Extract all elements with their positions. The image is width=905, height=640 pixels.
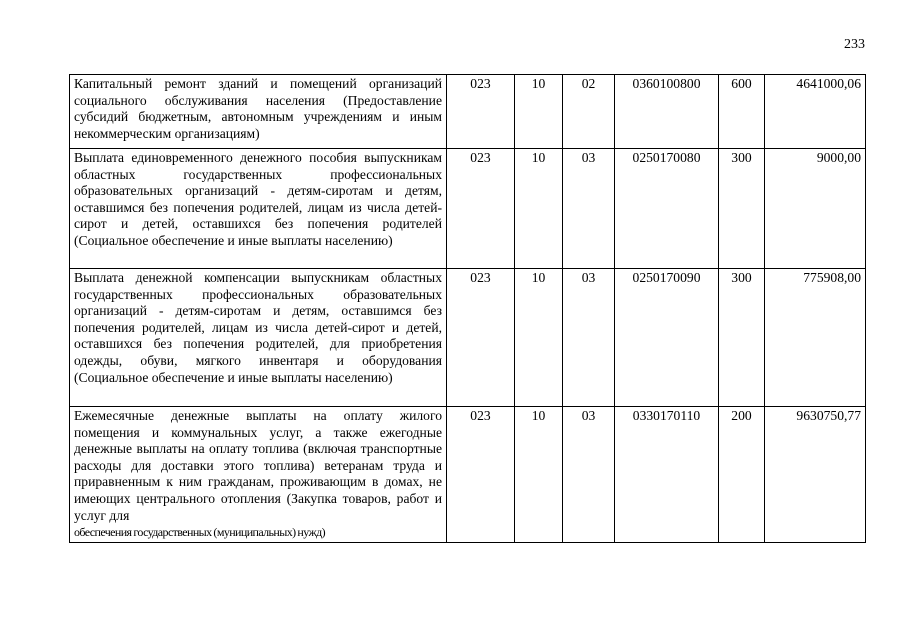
row-description: Выплата единовременного денежного пособия выпускникам областных государственных профессиональных образовательных организаций - детям-сиротам и детям, оставшимся без попечения родителей, лицам из числа детей-сирот и детей, оставшихся без попечения родителей (Социальное обеспечение и иные выплаты населению) xyxy=(70,149,447,269)
row-subsection-code: 03 xyxy=(563,269,615,407)
row-ved-code: 023 xyxy=(447,407,515,543)
row-description-tail: обеспечения государственных (муниципальных) нужд) xyxy=(74,525,326,540)
row-target-code: 0360100800 xyxy=(615,75,719,149)
row-target-code: 0250170090 xyxy=(615,269,719,407)
row-subsection-code: 03 xyxy=(563,149,615,269)
row-ved-code: 023 xyxy=(447,75,515,149)
row-description-main: Ежемесячные денежные выплаты на оплату жилого помещения и коммунальных услуг, а также ежегодные денежные выплаты на оплату топлива (включая транспортные расходы для доставки этого топлива) ветеранам труда и приравненным к ним гражданам, проживающим в домах, не имеющих центрального отопления (Закупка товаров, работ и услуг для xyxy=(74,408,442,523)
row-expense-type: 200 xyxy=(719,407,765,543)
row-amount: 4641000,06 xyxy=(765,75,866,149)
table-row xyxy=(70,407,866,543)
row-section-code: 10 xyxy=(515,269,563,407)
budget-table xyxy=(69,74,866,543)
row-section-code: 10 xyxy=(515,149,563,269)
row-expense-type: 600 xyxy=(719,75,765,149)
row-expense-type: 300 xyxy=(719,149,765,269)
row-amount: 9000,00 xyxy=(765,149,866,269)
page-number: 233 xyxy=(844,37,865,52)
row-amount: 9630750,77 xyxy=(765,407,866,543)
row-subsection-code: 02 xyxy=(563,75,615,149)
row-subsection-code: 03 xyxy=(563,407,615,543)
row-description xyxy=(70,407,447,543)
row-section-code: 10 xyxy=(515,407,563,543)
row-target-code: 0330170110 xyxy=(615,407,719,543)
row-ved-code: 023 xyxy=(447,149,515,269)
row-amount: 775908,00 xyxy=(765,269,866,407)
row-ved-code: 023 xyxy=(447,269,515,407)
row-expense-type: 300 xyxy=(719,269,765,407)
row-description: Выплата денежной компенсации выпускникам областных государственных профессиональных образовательных организаций - детям-сиротам и детям, оставшимся без попечения родителей, лицам из числа детей-сирот и детей, оставшихся без попечения родителей, для приобретения одежды, обуви, мягкого инвентаря и оборудования (Социальное обеспечение и иные выплаты населению) xyxy=(70,269,447,407)
row-target-code: 0250170080 xyxy=(615,149,719,269)
row-section-code: 10 xyxy=(515,75,563,149)
table-row xyxy=(70,269,866,407)
table-row xyxy=(70,149,866,269)
row-description: Капитальный ремонт зданий и помещений организаций социального обслуживания населения (Предоставление субсидий бюджетным, автономным учреждениям и иным некоммерческим организациям) xyxy=(70,75,447,149)
table-row xyxy=(70,75,866,149)
